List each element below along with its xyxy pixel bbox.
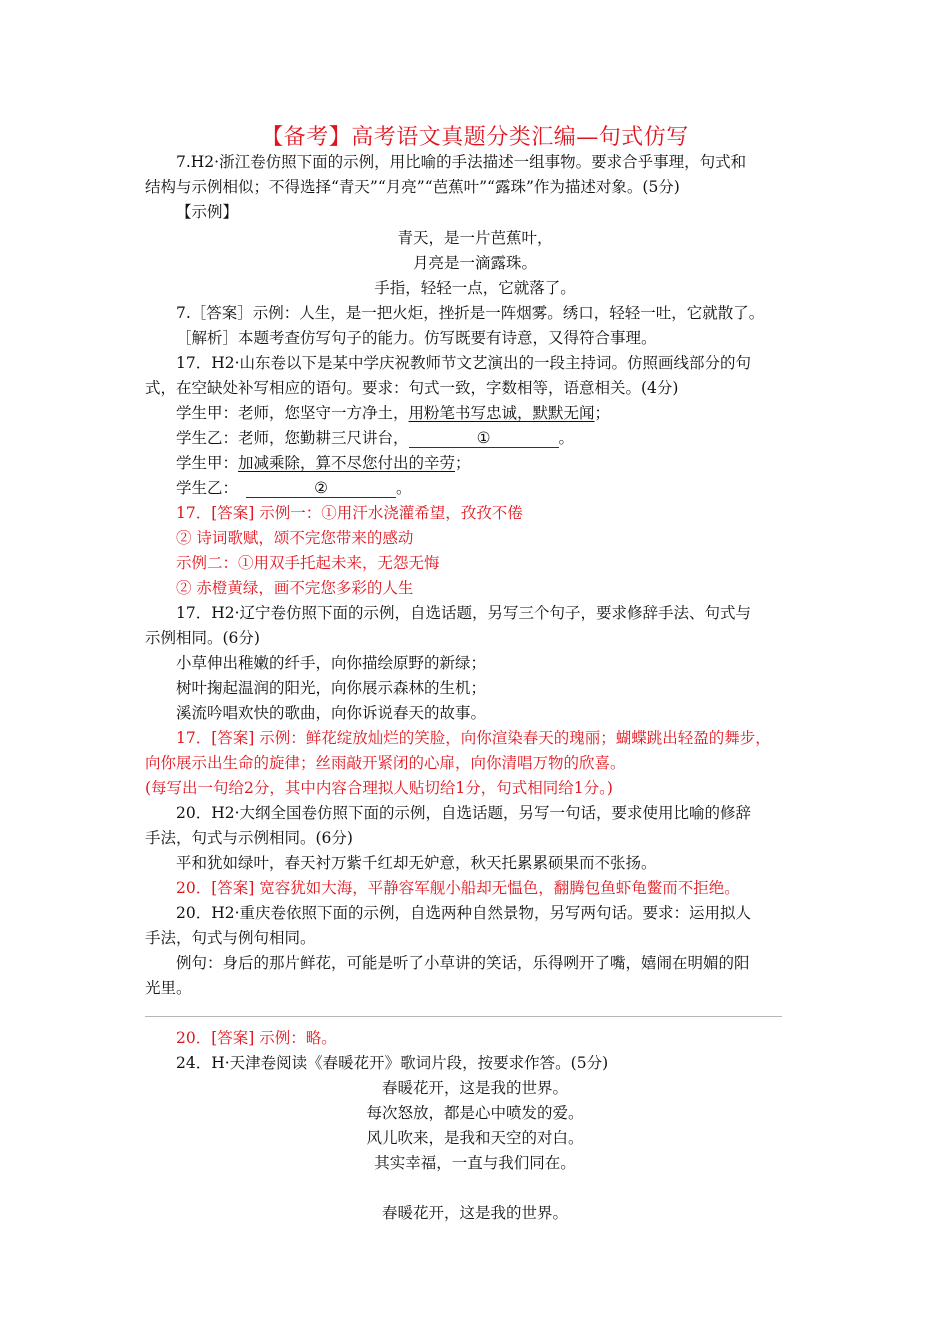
q17-sd-answer-line2: ② 诗词歌赋，颂不完您带来的感动 — [176, 529, 414, 547]
q24-lyric-repeat: 春暖花开，这是我的世界。 — [381, 1204, 568, 1222]
q17-sd-dialogue-line3 — [176, 453, 471, 473]
q17-sd-answer-line4: ② 赤橙黄绿，画不完您多彩的人生 — [176, 579, 414, 597]
page-title: 【备考】高考语文真题分类汇编—句式仿写 — [261, 125, 689, 150]
q17-sd-dialogue-line1 — [176, 403, 610, 423]
q20-dg-answer: 20．[答案] 宽容犹如大海，平静容军舰小船却无愠色，翻腾包鱼虾龟鳖而不拒绝。 — [176, 879, 740, 897]
q20-dg-stem-line1: 20．H2·大纲全国卷仿照下面的示例，自选话题，另写一句话，要求使用比喻的修辞 — [176, 804, 752, 822]
q20-cq-answer: 20．[答案] 示例：略。 — [176, 1029, 337, 1047]
q7-poem-line2: 月亮是一滴露珠。 — [412, 254, 537, 272]
divider-line — [145, 1016, 782, 1017]
underlined-phrase: 用粉笔书写忠诚，默默无闻 — [408, 404, 595, 422]
q17-sd-dialogue-line4 — [176, 478, 412, 498]
underlined-phrase: 加减乘除，算不尽您付出的辛劳 — [238, 454, 456, 472]
q7-analysis: ［解析］本题考查仿写句子的能力。仿写既要有诗意，又得符合事理。 — [176, 329, 657, 347]
q24-lyric-line4: 其实幸福，一直与我们同在。 — [374, 1154, 576, 1172]
q24-lyric-line2: 每次怒放，都是心中喷发的爱。 — [366, 1104, 584, 1122]
dialogue-prefix: 学生乙：老师，您勤耕三尺讲台， — [176, 429, 409, 447]
q17-ln-scoring-note: (每写出一句给2分，其中内容合理拟人贴切给1分，句式相同给1分。) — [145, 779, 613, 797]
q17-ln-answer-line1: 17．[答案] 示例：鲜花绽放灿烂的笑脸，向你渲染春天的瑰丽；蝴蝶跳出轻盈的舞步， — [176, 729, 771, 747]
q24-lyric-line3: 风儿吹来，是我和天空的对白。 — [366, 1129, 584, 1147]
q20-cq-example-line2: 光里。 — [145, 979, 192, 997]
q17-ln-example-line1: 小草伸出稚嫩的纤手，向你描绘原野的新绿； — [176, 654, 487, 672]
q17-ln-answer-line2: 向你展示出生命的旋律；丝雨敲开紧闭的心扉，向你清唱万物的欣喜。 — [145, 754, 626, 772]
dialogue-prefix: 学生甲：老师，您坚守一方净土， — [176, 404, 409, 422]
q20-cq-stem-line1: 20．H2·重庆卷依照下面的示例，自选两种自然景物，另写两句话。要求：运用拟人 — [176, 904, 752, 922]
q7-example-tag: 【示例】 — [176, 203, 239, 221]
q17-ln-example-line2: 树叶掬起温润的阳光，向你展示森林的生机； — [176, 679, 487, 697]
q20-cq-example-line1: 例句：身后的那片鲜花，可能是听了小草讲的笑话，乐得咧开了嘴，嬉闹在明媚的阳 — [176, 954, 750, 972]
q7-poem-line3: 手指，轻轻一点，它就落了。 — [374, 279, 576, 297]
q17-ln-example-line3: 溪流吟唱欢快的歌曲，向你诉说春天的故事。 — [176, 704, 487, 722]
q17-sd-dialogue-line2 — [176, 428, 574, 448]
q17-ln-stem-line2: 示例相同。(6分) — [145, 629, 260, 647]
dialogue-prefix: 学生甲： — [176, 454, 239, 472]
q17-sd-stem-line2: 式，在空缺处补写相应的语句。要求：句式一致，字数相等，语意相关。(4分) — [145, 379, 679, 397]
q20-dg-stem-line2: 手法，句式与示例相同。(6分) — [145, 829, 353, 847]
punctuation: ； — [594, 404, 611, 422]
dialogue-prefix: 学生乙： — [176, 479, 239, 497]
q20-dg-example: 平和犹如绿叶，春天衬万紫千红却无妒意，秋天托累累硕果而不张扬。 — [176, 854, 657, 872]
answer-blank-2: ② — [246, 479, 396, 498]
q24-lyric-line1: 春暖花开，这是我的世界。 — [381, 1079, 568, 1097]
punctuation: 。 — [396, 479, 412, 497]
q7-stem-line2: 结构与示例相似；不得选择“青天”“月亮”“芭蕉叶”“露珠”作为描述对象。(5分) — [145, 178, 680, 196]
q17-ln-stem-line1: 17．H2·辽宁卷仿照下面的示例，自选话题，另写三个句子，要求修辞手法、句式与 — [176, 604, 752, 622]
answer-blank-1: ① — [409, 429, 559, 448]
q7-stem-line1: 7.H2·浙江卷仿照下面的示例，用比喻的手法描述一组事物。要求合乎事理，句式和 — [176, 153, 747, 171]
q7-answer: 7.［答案］示例：人生，是一把火炬，挫折是一阵烟雾。绣口，轻轻一吐，它就散了。 — [176, 304, 765, 322]
q20-cq-stem-line2: 手法，句式与例句相同。 — [145, 929, 316, 947]
q7-poem-line1: 青天，是一片芭蕉叶， — [397, 229, 553, 247]
q17-sd-answer-line3: 示例二：①用双手托起未来，无怨无悔 — [176, 554, 440, 572]
punctuation: ； — [455, 454, 471, 472]
q17-sd-stem-line1: 17．H2·山东卷以下是某中学庆祝教师节文艺演出的一段主持词。仿照画线部分的句 — [176, 354, 752, 372]
q17-sd-answer-line1: 17．[答案] 示例一：①用汗水浇灌希望，孜孜不倦 — [176, 504, 523, 522]
q24-stem: 24．H·天津卷阅读《春暖花开》歌词片段，按要求作答。(5分) — [176, 1054, 609, 1072]
punctuation: 。 — [558, 429, 575, 447]
